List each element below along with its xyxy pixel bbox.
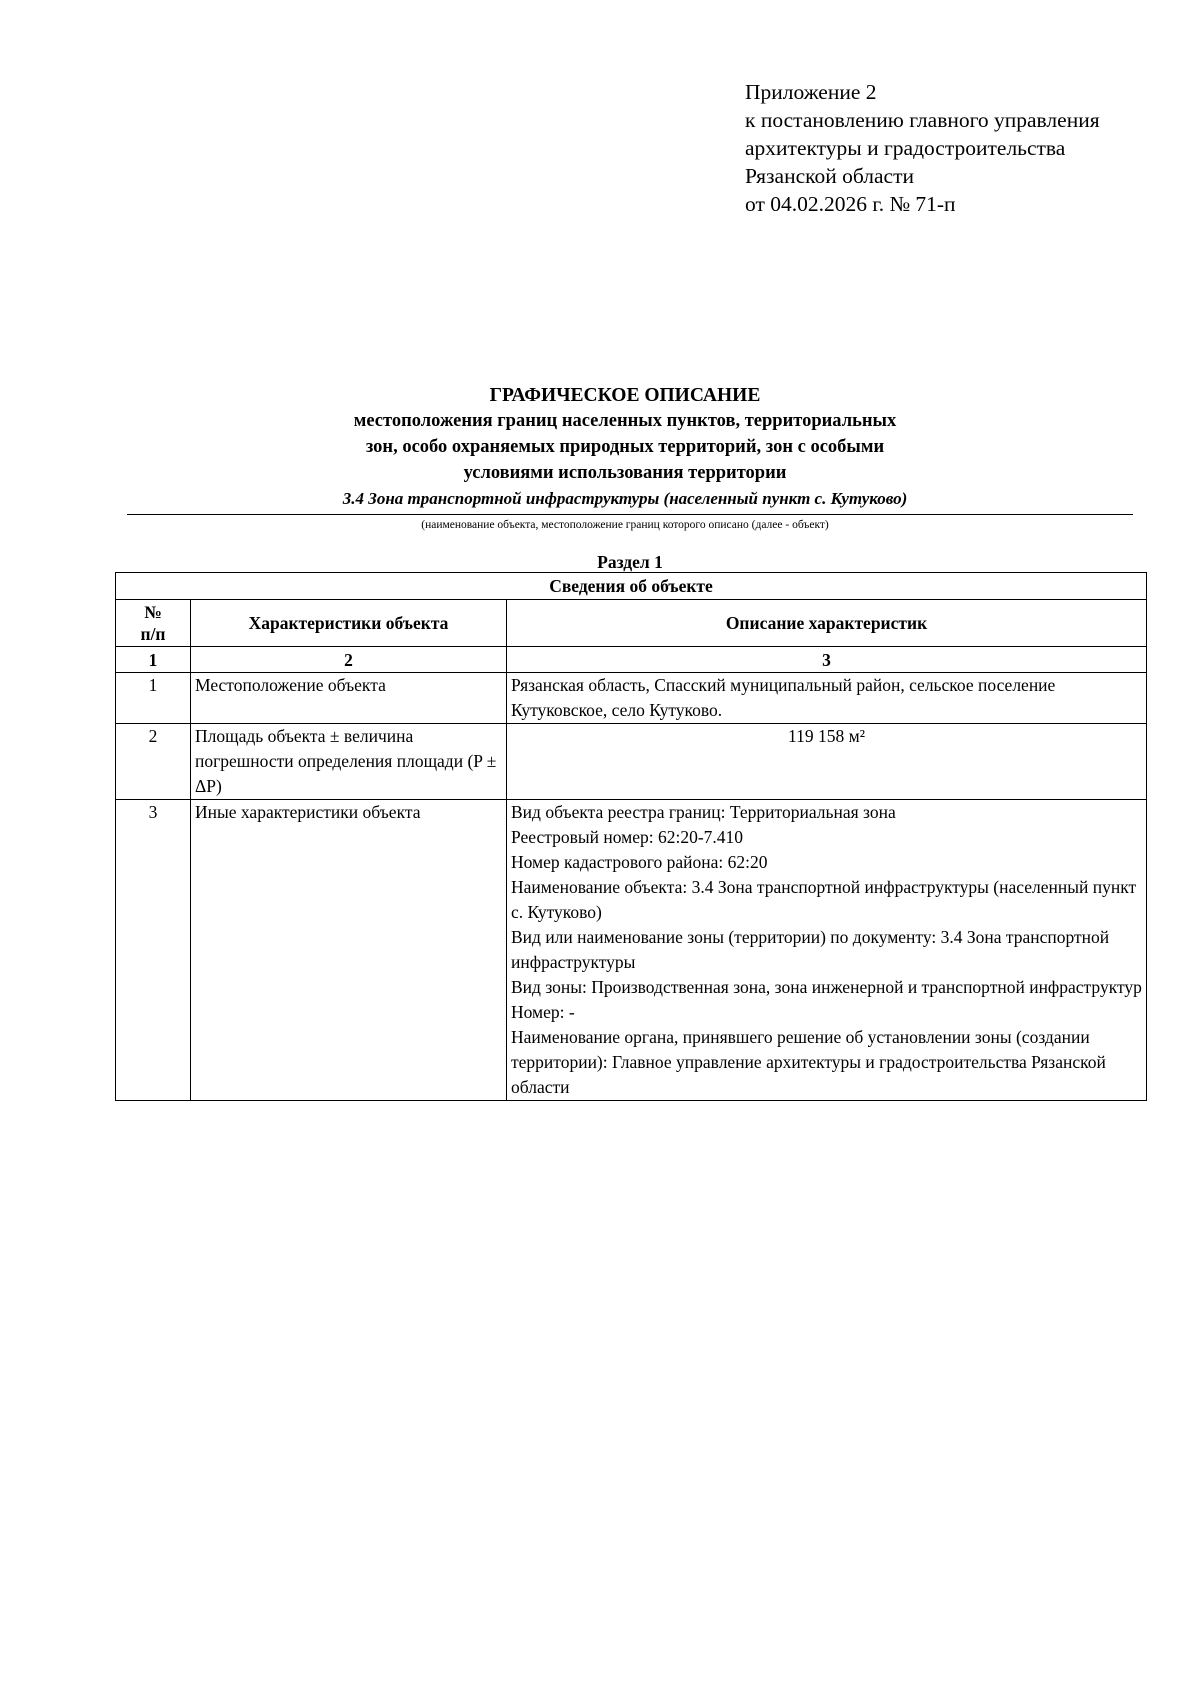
description-line: Рязанская область, Спасский муниципальный район, сельское поселение Кутуковское, село Кутуково.: [511, 675, 1056, 720]
column-header-num-line: п/п: [140, 624, 166, 644]
column-header-num-line: №: [144, 602, 162, 622]
column-header-characteristics: Характеристики объекта: [191, 600, 507, 647]
table-header-row: [116, 600, 1147, 647]
description-line: Наименование органа, принявшего решение об установлении зоны (создании территории): Главное управление архитектуры и градостроительства Рязанской области: [511, 1027, 1106, 1097]
section-title: Раздел 1: [597, 552, 663, 572]
column-index: 2: [191, 647, 507, 673]
document-title: ГРАФИЧЕСКОЕ ОПИСАНИЕ: [489, 385, 761, 406]
document-subtitle-line: условиями использования территории: [463, 463, 787, 483]
description-line: Номер кадастрового района: 62:20: [511, 852, 768, 872]
appendix-date-line: от 04.02.2026 г. № 71-п: [745, 192, 956, 216]
column-index: 1: [116, 647, 191, 673]
row-characteristic: Иные характеристики объекта: [191, 800, 507, 1101]
table-row: [116, 724, 1147, 800]
description-line: Наименование объекта: 3.4 Зона транспортной инфраструктуры (населенный пункт с. Кутуково): [511, 877, 1137, 922]
description-line: Вид или наименование зоны (территории) по документу: 3.4 Зона транспортной инфраструктуры: [511, 927, 1110, 972]
column-index-row: [116, 647, 1147, 673]
object-name-underline: [127, 514, 1133, 515]
document-subtitle-line: зон, особо охраняемых природных территорий, зон с особыми: [365, 437, 885, 457]
document-subtitle-line: местоположения границ населенных пунктов, территориальных: [353, 411, 897, 431]
object-info-table: [115, 572, 1147, 1101]
appendix-line: Рязанской области: [745, 164, 914, 188]
row-number: 2: [116, 724, 191, 800]
object-name: 3.4 Зона транспортной инфраструктуры (населенный пункт с. Кутуково): [342, 489, 908, 508]
row-characteristic: Местоположение объекта: [191, 673, 507, 724]
table-caption: Сведения об объекте: [116, 573, 1147, 600]
column-index: 3: [507, 647, 1147, 673]
description-line: Вид зоны: Производственная зона, зона инженерной и транспортной инфраструктур: [511, 977, 1142, 997]
table-caption-row: [116, 573, 1147, 600]
table-row: [116, 800, 1147, 1101]
appendix-line: архитектуры и градостроительства: [745, 136, 1066, 160]
column-header-num: [116, 600, 191, 647]
appendix-line: к постановлению главного управления: [745, 108, 1100, 132]
row-description: [507, 800, 1147, 1101]
description-line: Вид объекта реестра границ: Территориальная зона: [511, 802, 896, 822]
appendix-block: [745, 78, 1165, 218]
description-line: Реестровый номер: 62:20-7.410: [511, 827, 744, 847]
document-heading: [115, 383, 1135, 511]
object-name-caption: (наименование объекта, местоположение границ которого описано (далее - объект): [421, 519, 829, 531]
area-value: 119 158 м²: [507, 724, 1147, 800]
row-description: [507, 673, 1147, 724]
description-line: Номер: -: [511, 1002, 575, 1022]
row-number: 1: [116, 673, 191, 724]
table-row: [116, 673, 1147, 724]
appendix-line: Приложение 2: [745, 80, 877, 104]
row-number: 3: [116, 800, 191, 1101]
column-header-description: Описание характеристик: [507, 600, 1147, 647]
row-characteristic: Площадь объекта ± величина погрешности определения площади (P ± ΔP): [191, 724, 507, 800]
